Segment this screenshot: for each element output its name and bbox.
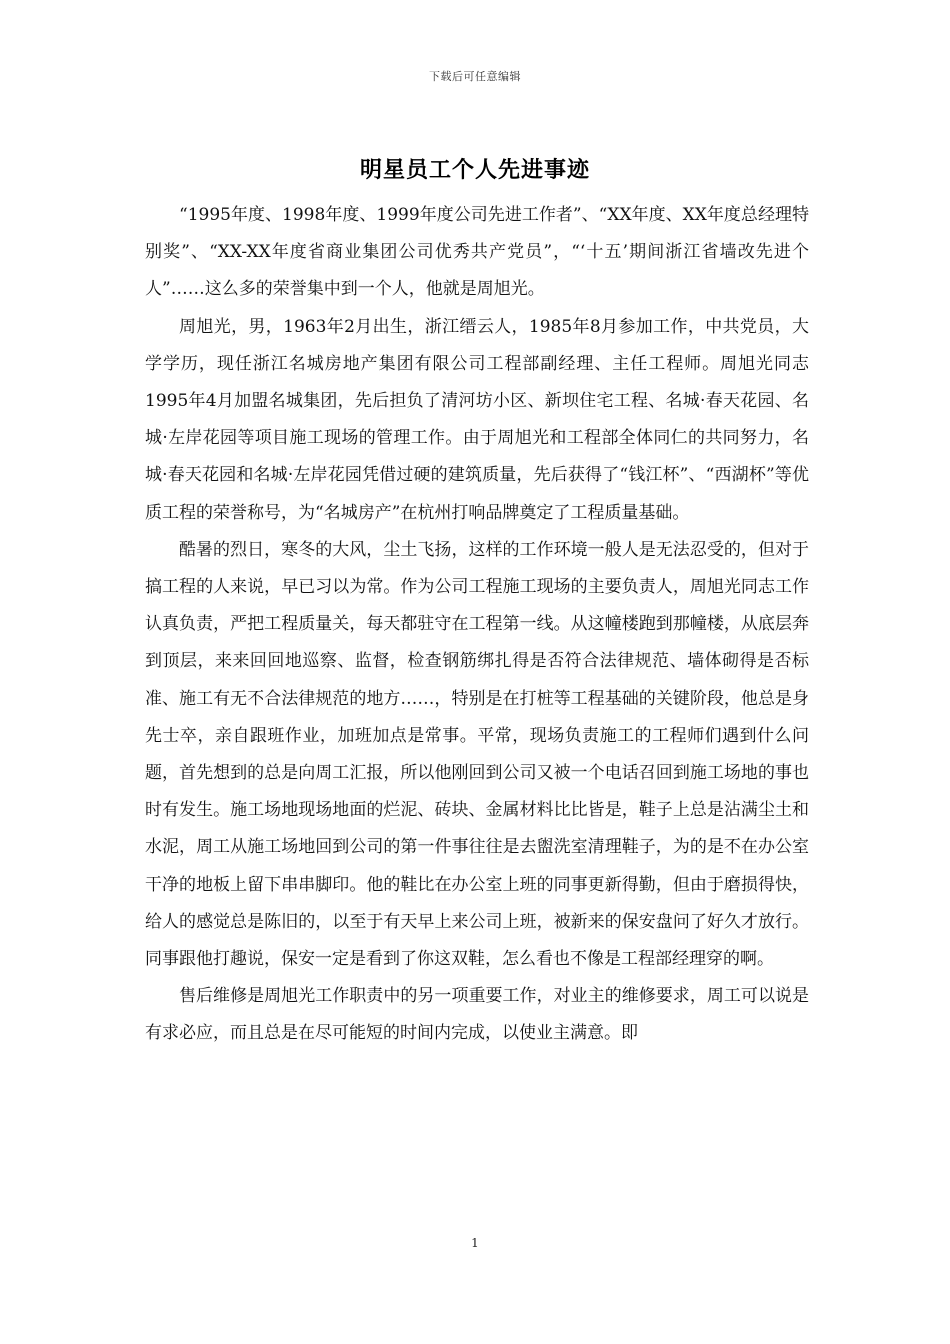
- page-header: 下载后可任意编辑: [429, 70, 521, 83]
- document-title: 明星员工个人先进事迹: [359, 157, 590, 183]
- page-number: 1: [471, 1236, 479, 1250]
- paragraph-maintenance: 售后维修是周旭光工作职责中的另一项重要工作，对业主的维修要求，周工可以说是有求必应，而且总是在尽可能短的时间内完成，以使业主满意。即: [145, 986, 809, 1044]
- paragraph-profile: 周旭光，男，1963年2月出生，浙江缙云人，1985年8月参加工作，中共党员，大学学历，现任浙江名城房地产集团有限公司工程部副经理、主任工程师。周旭光同志1995年4月加盟名城集团，先后担负了清河坊小区、新坝住宅工程、名城·春天花园、名城·左岸花园等项目施工现场的管理工作。由于周旭光和工程部全体同仁的共同努力，名城·春天花园和名城·左岸花园凭借过硬的建筑质量，先后获得了“钱江杯”、“西湖杯”等优质工程的荣誉称号，为“名城房产”在杭州打响品牌奠定了工程质量基础。: [145, 316, 809, 523]
- paragraph-worksite: 酷暑的烈日，寒冬的大风，尘土飞扬，这样的工作环境一般人是无法忍受的，但对于搞工程的人来说，早已习以为常。作为公司工程施工现场的主要负责人，周旭光同志工作认真负责，严把工程质量关，每天都驻守在工程第一线。从这幢楼跑到那幢楼，从底层奔到顶层，来来回回地巡察、监督，检查钢筋绑扎得是否符合法律规范、墙体砌得是否标准、施工有无不合法律规范的地方……，特别是在打桩等工程基础的关键阶段，他总是身先士卒，亲自跟班作业，加班加点是常事。平常，现场负责施工的工程师们遇到什么问题，首先想到的总是向周工汇报，所以他刚回到公司又被一个电话召回到施工场地的事也时有发生。施工场地现场地面的烂泥、砖块、金属材料比比皆是，鞋子上总是沾满尘土和水泥，周工从施工场地回到公司的第一件事往往是去盥洗室清理鞋子，为的是不在办公室干净的地板上留下串串脚印。他的鞋比在办公室上班的同事更新得勤，但由于磨损得快，给人的感觉总是陈旧的，以至于有天早上来公司上班，被新来的保安盘问了好久才放行。同事跟他打趣说，保安一定是看到了你这双鞋，怎么看也不像是工程部经理穿的啊。: [145, 539, 809, 970]
- document-body: [145, 197, 809, 1053]
- paragraph-honors: “1995年度、1998年度、1999年度公司先进工作者”、“XX年度、XX年度总经理特别奖”、“XX-XX年度省商业集团公司优秀共产党员”，“‘十五’期间浙江省墙改先进个人”……这么多的荣誉集中到一个人，他就是周旭光。: [145, 205, 809, 300]
